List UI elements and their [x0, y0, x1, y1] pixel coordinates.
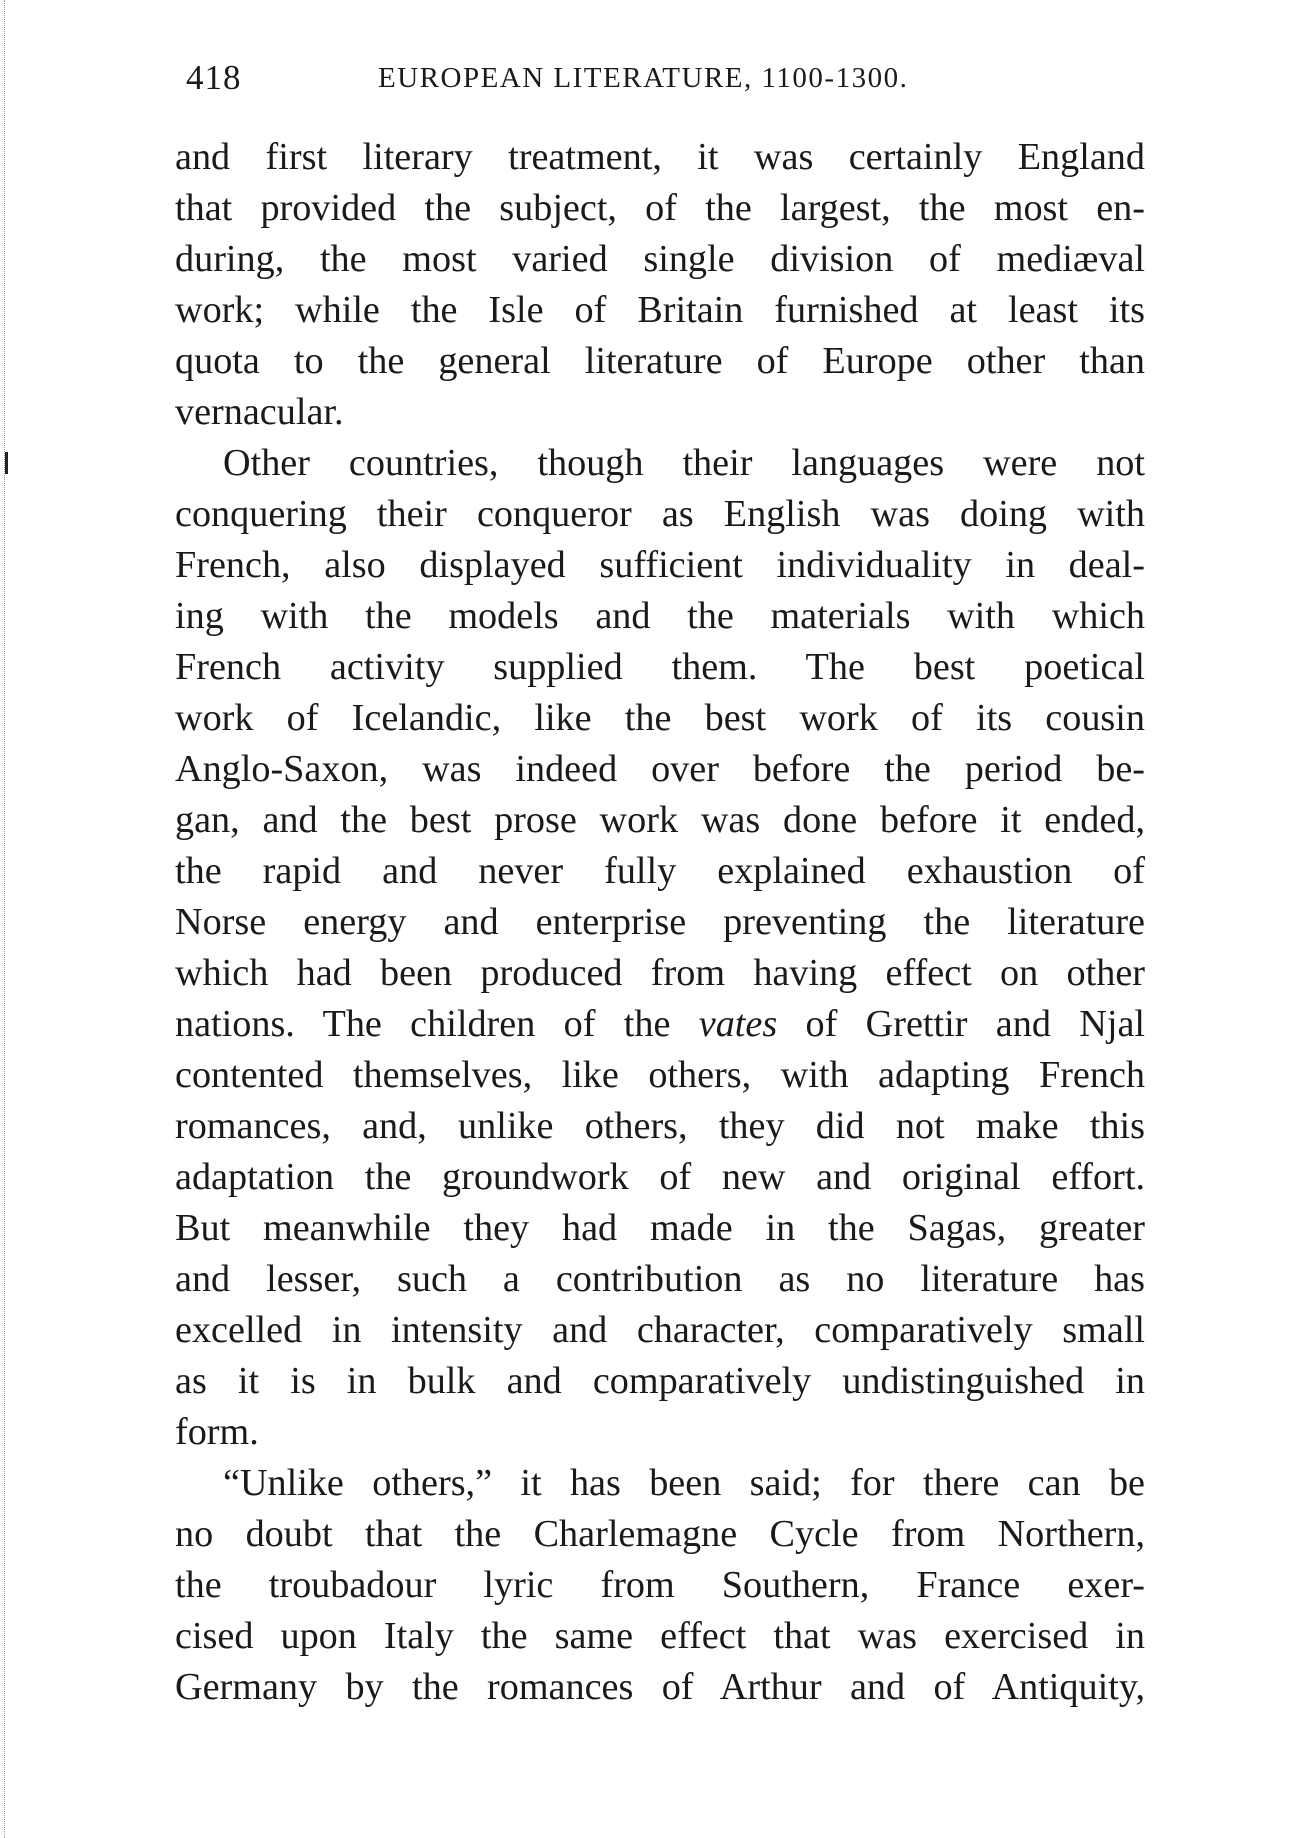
text-line: Norse energy and enterprise preventing the literature	[175, 901, 1145, 943]
text-line: contented themselves, like others, with adapting French	[175, 1054, 1145, 1096]
text-line: French activity supplied them. The best poetical	[175, 646, 1145, 688]
text-line: and first literary treatment, it was certainly England	[175, 136, 1145, 178]
margin-mark	[5, 452, 8, 474]
text-line: cised upon Italy the same effect that was exercised in	[175, 1615, 1145, 1657]
text-line-with-italic	[175, 999, 1145, 1050]
paragraph-1	[175, 132, 1145, 438]
text-line: vernacular.	[175, 391, 344, 433]
text-line: the rapid and never fully explained exhaustion of	[175, 850, 1145, 892]
text-line: “Unlike others,” it has been said; for there can be	[223, 1462, 1145, 1504]
text-line: no doubt that the Charlemagne Cycle from Northern,	[175, 1513, 1145, 1555]
text-line: Anglo-Saxon, was indeed over before the period be-	[175, 748, 1145, 790]
text-line: French, also displayed sufficient individuality in deal-	[175, 544, 1145, 586]
paragraph-2	[175, 438, 1145, 1458]
text-line: Germany by the romances of Arthur and of Antiquity,	[175, 1666, 1145, 1708]
text-line: work; while the Isle of Britain furnished at least its	[175, 289, 1145, 331]
text-run: nations. The children of the	[175, 1003, 699, 1045]
text-line: excelled in intensity and character, comparatively small	[175, 1309, 1145, 1351]
text-line: romances, and, unlike others, they did not make this	[175, 1105, 1145, 1147]
text-line: as it is in bulk and comparatively undistinguished in	[175, 1360, 1145, 1402]
text-line: adaptation the groundwork of new and original effort.	[175, 1156, 1145, 1198]
text-line: and lesser, such a contribution as no literature has	[175, 1258, 1145, 1300]
text-line: work of Icelandic, like the best work of its cousin	[175, 697, 1145, 739]
text-line: ing with the models and the materials with which	[175, 595, 1145, 637]
text-run: of Grettir and Njal	[777, 1003, 1146, 1045]
text-line: quota to the general literature of Europe other than	[175, 340, 1145, 382]
text-line: But meanwhile they had made in the Sagas, greater	[175, 1207, 1145, 1249]
text-line: that provided the subject, of the largest, the most en-	[175, 187, 1145, 229]
paragraph-3	[175, 1458, 1145, 1713]
page-edge	[4, 0, 5, 1838]
text-line: conquering their conqueror as English was doing with	[175, 493, 1145, 535]
text-line: gan, and the best prose work was done before it ended,	[175, 799, 1145, 841]
italic-word: vates	[698, 1003, 778, 1045]
text-line: the troubadour lyric from Southern, France exer-	[175, 1564, 1145, 1606]
text-line: during, the most varied single division of mediæval	[175, 238, 1145, 280]
text-line: form.	[175, 1411, 259, 1453]
body-text	[175, 132, 1145, 1713]
text-line: which had been produced from having effect on other	[175, 952, 1145, 994]
running-title: EUROPEAN LITERATURE, 1100-1300.	[378, 62, 909, 94]
page-header	[186, 58, 1146, 106]
page-number: 418	[186, 58, 242, 97]
text-line: Other countries, though their languages were not	[223, 442, 1145, 484]
